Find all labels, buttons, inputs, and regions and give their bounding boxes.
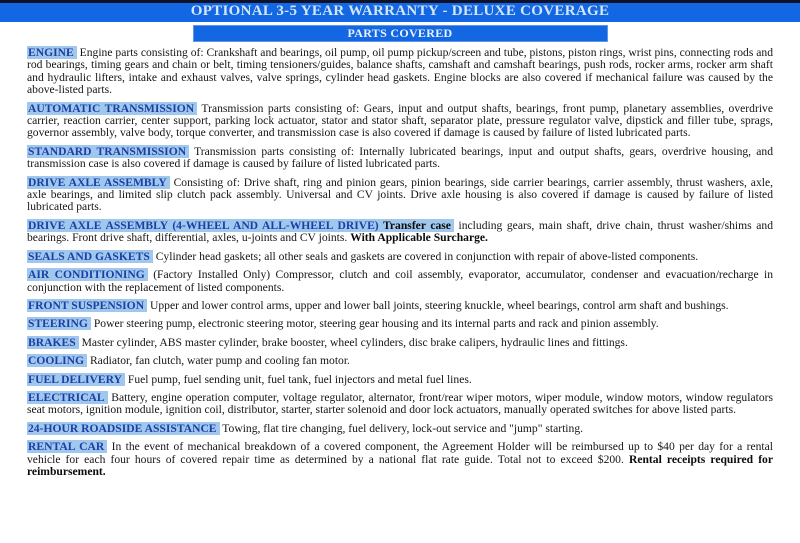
section-bold-note: With Applicable Surcharge. [350,231,488,245]
section-bold-note: Rental receipts required for reimbursement. [27,452,773,478]
section-body: Cylinder head gaskets; all other seals and gaskets are covered in conjunction with repair of above-listed components. [155,249,699,263]
section-heading-highlight [27,250,153,263]
section-heading-highlight [27,102,197,115]
section-body: Transmission parts consisting of: Gears, input and output shafts, bearings, front pump, planetary assemblies, overdrive carrier, reaction carrier, center support, parking lock actuator, stator and stator shaft, separator plate, pressure regulator valve, dipstick and filler tube, sprags, governor assembly, valve body, torque converter, and transmission case is also covered if damage is caused by failure of listed lubricated parts. [27,101,773,140]
section-title: BRAKES [28,335,76,349]
section-title-suffix: Transfer case [378,218,451,232]
section-body: In the event of mechanical breakdown of a covered component, the Agreement Holder will be reimbursed up to $40 per day for a rental vehicle for each four hours of covered repair time as determined by a national flat rate guide. Total not to exceed $200. [27,440,774,466]
section-title: ELECTRICAL [28,390,105,404]
section-body: including gears, main shaft, drive chain, thrust washer/shims and bearings. Front drive shaft, differential, axles, u-joints and CV joints. [27,218,773,245]
coverage-section-seals-and-gaskets [27,251,773,263]
coverage-section-air-conditioning [27,269,773,294]
section-title: STEERING [28,317,88,331]
page-title: OPTIONAL 3-5 YEAR WARRANTY - DELUXE COVERAGE [190,3,610,19]
section-body: Master cylinder, ABS master cylinder, brake booster, wheel cylinders, disc brake calipers, hydraulic lines and fittings. [81,335,628,349]
coverage-section-steering [27,318,773,330]
coverage-section-standard-transmission [27,146,773,171]
section-title: ENGINE [28,46,74,59]
coverage-section-rental-car [27,441,773,478]
section-heading-highlight [27,354,87,367]
coverage-section-front-suspension [27,300,773,312]
section-heading-highlight [27,391,108,404]
section-heading-highlight [27,440,107,453]
coverage-section-drive-axle-assembly [27,177,773,214]
section-body: Transmission parts consisting of: Internally lubricated bearings, input and output shafts, gears, overdrive housing, and transmission case is also covered if damage is caused by failure of listed lubricated parts. [27,144,774,171]
section-title: AUTOMATIC TRANSMISSION [28,101,195,115]
warranty-title-bar [0,0,800,22]
parts-covered-bar [193,25,608,42]
coverage-section-fuel-delivery [27,374,773,386]
section-heading-highlight [27,317,91,330]
section-body: Radiator, fan clutch, water pump and cooling fan motor. [89,354,350,368]
section-body: Engine parts consisting of: Crankshaft and bearings, oil pump, oil pump pickup/screen and tube, pistons, piston rings, wrist pins, connecting rods and rod bearings, timing gears and chain or belt, timing tensioners/guides, balance shafts, camshaft and camshaft bearings, push rods, rocker arms, rocker arm shaft and hydraulic lifters, intake and exhaust valves, valve springs, cylinder head gaskets. Engine blocks are also covered if mechanical failure was caused by the above-listed parts. [27,46,773,97]
section-title: STANDARD TRANSMISSION [28,144,187,158]
coverage-section-electrical [27,392,773,417]
coverage-section-drive-axle-4wd [27,220,773,245]
section-heading-highlight [27,46,77,59]
section-title: 24-HOUR ROADSIDE ASSISTANCE [28,421,217,435]
section-heading-highlight [27,422,220,435]
coverage-section-cooling [27,355,773,367]
coverage-list [0,42,800,478]
section-body: Battery, engine operation computer, voltage regulator, alternator, front/rear wiper motors, wiper module, window motors, window regulators seat motors, ignition module, ignition coil, distributor, starter, starter solenoid and door lock actuators, manually operated switches for above listed parts. [27,390,773,417]
coverage-section-automatic-transmission [27,103,773,140]
section-title: RENTAL CAR [28,440,105,454]
section-body: Upper and lower control arms, upper and lower ball joints, steering knuckle, wheel bearings, control arm shaft and bushings. [149,298,729,312]
section-heading-highlight [27,299,147,312]
coverage-section-roadside-assistance [27,423,773,435]
parts-covered-label: PARTS COVERED [347,26,453,40]
section-body: Consisting of: Drive shaft, ring and pinion gears, pinion bearings, side carrier bearings, carrier assembly, thrust washers, axle, axle bearings, and limited slip clutch pack assembly. Universal and CV joints. Drive axle housing is also covered if damage is caused by failure of listed lubricated parts. [27,175,774,214]
section-heading-highlight [27,219,454,232]
section-title: AIR CONDITIONING [28,268,145,282]
section-title: FRONT SUSPENSION [28,298,145,312]
section-body: Power steering pump, electronic steering motor, steering gear housing and its internal parts and rack and pinion assembly. [93,317,659,331]
section-body: (Factory Installed Only) Compressor, clutch and coil assembly, evaporator, accumulator, condenser and evacuation/recharge in conjunction with the replacement of listed components. [27,268,774,294]
section-heading-highlight [27,268,148,281]
section-title: COOLING [28,354,85,368]
section-heading-highlight [27,373,125,386]
section-heading-highlight [27,176,170,189]
section-heading-highlight [27,336,79,349]
section-heading-highlight [27,145,189,158]
section-title: DRIVE AXLE ASSEMBLY (4-WHEEL AND ALL-WHEEL DRIVE) [28,218,379,232]
coverage-section-engine [27,47,773,97]
coverage-section-brakes [27,337,773,349]
section-title: SEALS AND GASKETS [28,249,150,263]
section-title: DRIVE AXLE ASSEMBLY [28,175,167,189]
section-body: Fuel pump, fuel sending unit, fuel tank, fuel injectors and metal fuel lines. [127,372,472,386]
section-body: Towing, flat tire changing, fuel delivery, lock-out service and "jump" starting. [222,421,584,435]
section-title: FUEL DELIVERY [28,372,122,386]
